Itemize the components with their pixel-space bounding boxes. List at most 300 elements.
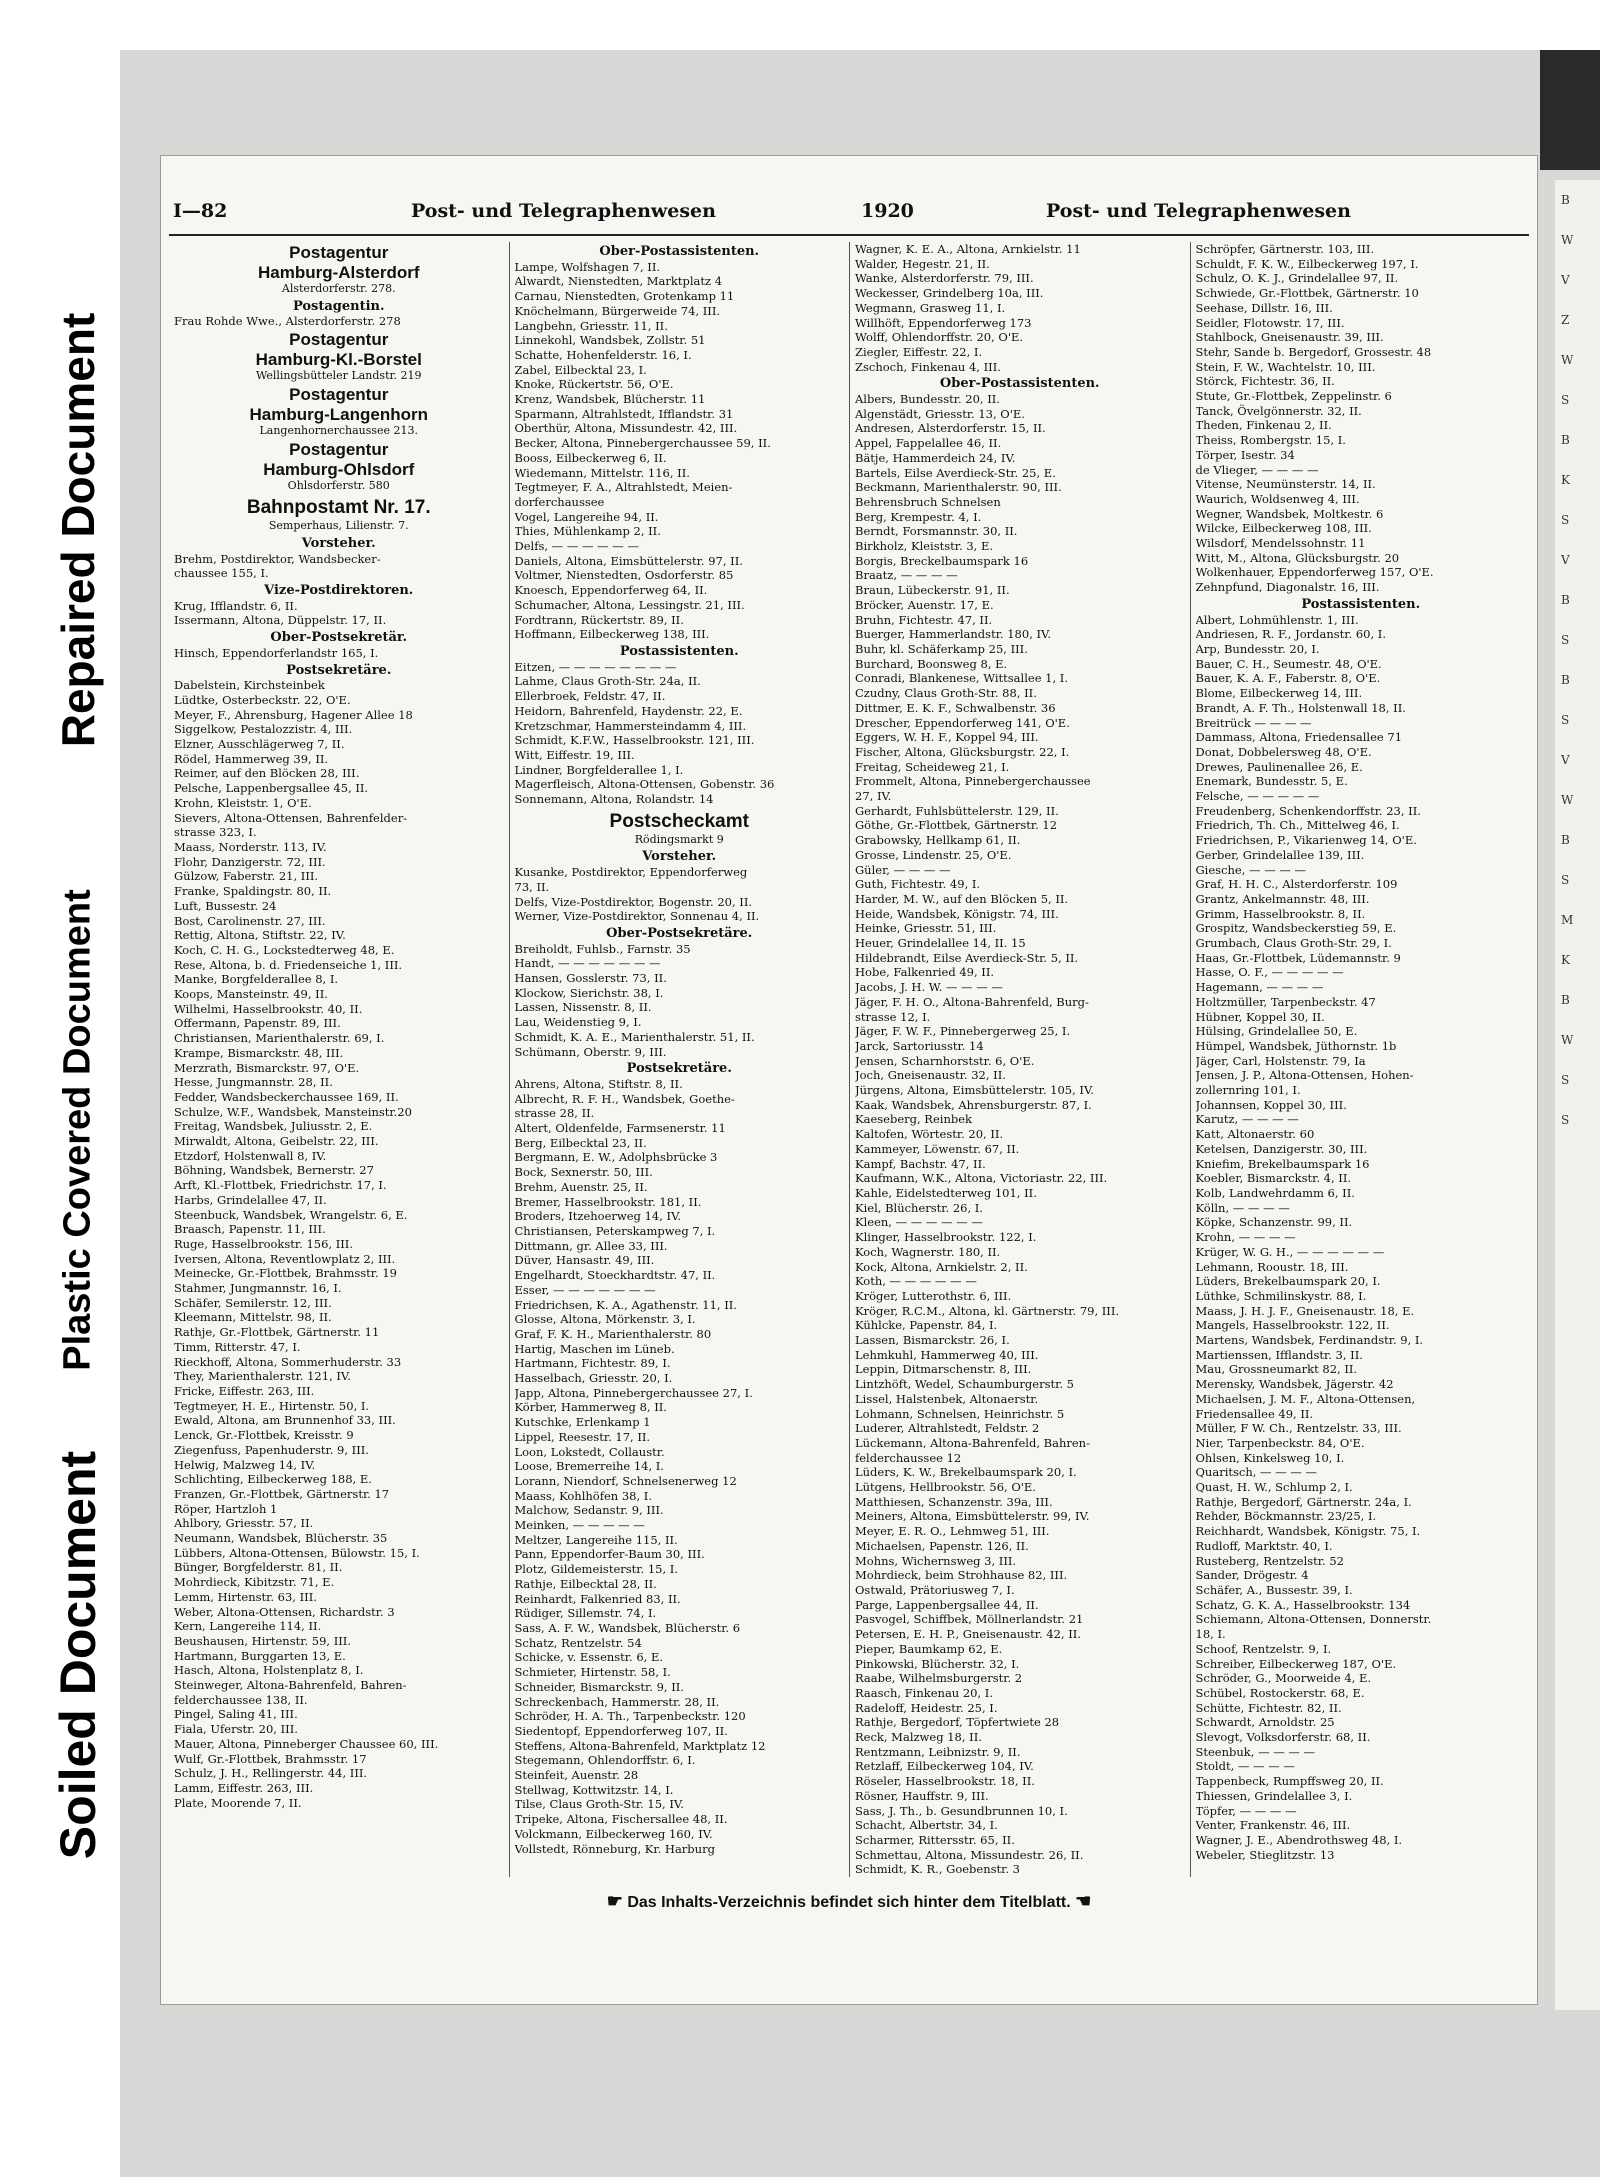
directory-entry: Jäger, F. H. O., Altona-Bahrenfeld, Burg- <box>855 994 1089 1009</box>
directory-entry: Braasch, Papenstr. 11, III. <box>174 1222 326 1237</box>
office-heading: Postscheckamt <box>609 810 749 832</box>
directory-entry: Czudny, Claus Groth-Str. 88, II. <box>855 686 1037 701</box>
directory-entry: Kusanke, Postdirektor, Eppendorferweg <box>514 865 748 880</box>
directory-entry: Krenz, Wandsbek, Blücherstr. 11 <box>514 392 706 407</box>
directory-entry: Brehm, Postdirektor, Wandsbecker- <box>174 551 381 566</box>
directory-entry: felderchaussee 12 <box>855 1450 962 1465</box>
office-heading: Bahnpostamt Nr. 17. <box>246 497 431 519</box>
adjacent-page-glyph: W <box>1561 233 1574 247</box>
directory-entry: Issermann, Altona, Düppelstr. 17, II. <box>174 613 387 628</box>
directory-entry: Donat, Dobbelersweg 48, O'E. <box>1195 744 1372 759</box>
directory-entry: Wegner, Wandsbek, Moltkestr. 6 <box>1195 506 1384 521</box>
directory-entry: Jäger, Carl, Holstenstr. 79, Ia <box>1195 1053 1366 1068</box>
directory-entry: Merzrath, Bismarckstr. 97, O'E. <box>174 1060 360 1075</box>
directory-entry: Koch, C. H. G., Lockstedterweg 48, E. <box>174 942 395 957</box>
directory-entry: Kiel, Blücherstr. 26, I. <box>855 1200 983 1215</box>
directory-entry: Karutz, — — — — <box>1195 1112 1299 1127</box>
directory-entry: Schulz, J. H., Rellingerstr. 44, III. <box>174 1766 368 1781</box>
section-heading: Ober-Postassistenten. <box>599 244 760 259</box>
adjacent-page-glyph: B <box>1561 833 1570 847</box>
directory-entry: Neumann, Wandsbek, Blücherstr. 35 <box>174 1531 388 1546</box>
footer-note: Das Inhalts-Verzeichnis befindet sich hinter dem Titelblatt. <box>627 1894 1071 1911</box>
directory-entry: Etzdorf, Holstenwall 8, IV. <box>174 1148 327 1163</box>
adjacent-page-glyph: V <box>1561 753 1570 767</box>
office-address: Langenhornerchaussee 213. <box>259 423 419 437</box>
directory-entry: Venter, Frankenstr. 46, III. <box>1195 1818 1351 1833</box>
directory-entry: strasse 323, I. <box>174 825 257 840</box>
directory-entry: Lüthke, Schmilinskystr. 88, I. <box>1195 1288 1367 1303</box>
directory-entry: Kammeyer, Löwenstr. 67, II. <box>855 1141 1020 1156</box>
directory-entry: Bauer, K. A. F., Faberstr. 8, O'E. <box>1195 671 1381 686</box>
directory-entry: Schneider, Bismarckstr. 9, II. <box>514 1679 684 1694</box>
adjacent-page-glyph: W <box>1561 353 1574 367</box>
directory-entry: Buerger, Hammerlandstr. 180, IV. <box>855 627 1051 642</box>
directory-entry: Ahrens, Altona, Stiftstr. 8, II. <box>514 1076 683 1091</box>
directory-entry: Berg, Eilbecktal 23, II. <box>514 1135 647 1150</box>
directory-entry: Tegtmeyer, H. E., Hirtenstr. 50, I. <box>174 1398 370 1413</box>
office-heading: Hamburg-Alsterdorf <box>257 263 420 282</box>
directory-entry: Hümpel, Wandsbek, Jüthornstr. 1b <box>1195 1038 1397 1053</box>
directory-entry: Appel, Fappelallee 46, II. <box>855 436 1002 451</box>
header-rule <box>169 234 1529 236</box>
adjacent-page-glyph: K <box>1561 953 1570 967</box>
directory-entry: Friedrich, Th. Ch., Mittelweg 46, I. <box>1195 818 1400 833</box>
directory-entry: Matthiesen, Schanzenstr. 39a, III. <box>855 1494 1053 1509</box>
page-footer <box>161 1891 1537 1912</box>
directory-entry: Theden, Finkenau 2, II. <box>1195 418 1332 433</box>
directory-entry: Pelsche, Lappenbergsallee 45, II. <box>174 781 369 796</box>
directory-entry: Schübel, Rostockerstr. 68, E. <box>1195 1685 1365 1700</box>
directory-entry: Felsche, — — — — — <box>1195 789 1320 804</box>
directory-entry: Hasse, O. F., — — — — — <box>1195 965 1344 980</box>
directory-entry: Hartig, Maschen im Lüneb. <box>514 1341 675 1356</box>
directory-entry: Reinhardt, Falkenried 83, II. <box>514 1591 681 1606</box>
directory-entry: Kaeseberg, Reinbek <box>855 1112 972 1127</box>
directory-entry: Freitag, Scheideweg 21, I. <box>855 759 1010 774</box>
pointing-hand-icon: ☛ <box>606 1891 623 1911</box>
directory-entry: Eggers, W. H. F., Koppel 94, III. <box>855 730 1039 745</box>
directory-entry: Broders, Itzehoerweg 14, IV. <box>514 1209 682 1224</box>
directory-entry: Magerfleisch, Altona-Ottensen, Gobenstr. 36 <box>514 777 775 792</box>
directory-entry: Sander, Drögestr. 4 <box>1195 1568 1309 1583</box>
directory-entry: Lamm, Eiffestr. 263, III. <box>174 1780 314 1795</box>
directory-entry: Breiholdt, Fuhlsb., Farnstr. 35 <box>514 941 691 956</box>
directory-entry: Bauer, C. H., Seumestr. 48, O'E. <box>1195 656 1382 671</box>
directory-entry: Klinger, Hasselbrookstr. 122, I. <box>855 1230 1037 1245</box>
directory-entry: Jürgens, Altona, Eimsbüttelerstr. 105, IV. <box>855 1083 1094 1098</box>
directory-entry: Müller, F W. Ch., Rentzelstr. 33, III. <box>1195 1421 1402 1436</box>
directory-entry: Pieper, Baumkamp 62, E. <box>855 1641 1003 1656</box>
directory-entry: Sass, J. Th., b. Gesundbrunnen 10, I. <box>855 1803 1068 1818</box>
directory-entry: Meltzer, Langereihe 115, II. <box>514 1532 678 1547</box>
directory-entry: chaussee 155, I. <box>174 566 269 581</box>
column-4 <box>1191 242 1532 1877</box>
directory-entry: Michaelsen, J. M. F., Altona-Ottensen, <box>1195 1391 1416 1406</box>
section-heading: Vize-Postdirektoren. <box>264 583 414 599</box>
directory-entry: Frau Rohde Wwe., Alsterdorferstr. 278 <box>174 314 401 329</box>
directory-entry: Becker, Altona, Pinnebergerchaussee 59, II. <box>514 436 771 451</box>
directory-entry: Lütgens, Hellbrookstr. 56, O'E. <box>855 1480 1036 1495</box>
scan-dark-corner <box>1540 50 1600 170</box>
adjacent-page-glyph: W <box>1561 1033 1574 1047</box>
directory-entry: Hinsch, Eppendorferlandstr 165, I. <box>174 645 379 660</box>
directory-entry: Andriesen, R. F., Jordanstr. 60, I. <box>1195 627 1386 642</box>
directory-entry: Wegmann, Grasweg 11, I. <box>855 300 1006 315</box>
directory-entry: Lassen, Nissenstr. 8, II. <box>514 1000 652 1015</box>
office-heading: Postagentur <box>289 330 389 350</box>
directory-entry: Drescher, Eppendorferweg 141, O'E. <box>855 715 1070 730</box>
directory-entry: Ruge, Hasselbrookstr. 156, III. <box>174 1236 354 1251</box>
directory-entry: Graf, H. H. C., Alsterdorferstr. 109 <box>1195 877 1398 892</box>
directory-entry: Bergmann, E. W., Adolphsbrücke 3 <box>514 1150 718 1165</box>
directory-entry: Manke, Borgfelderallee 8, I. <box>174 972 339 987</box>
directory-entry: Frommelt, Altona, Pinnebergerchaussee <box>855 774 1091 789</box>
column-2 <box>510 242 851 1877</box>
directory-entry: Hasch, Altona, Holstenplatz 8, I. <box>174 1663 364 1678</box>
directory-entry: Franke, Spaldingstr. 80, II. <box>174 884 332 899</box>
directory-entry: Fiala, Uferstr. 20, III. <box>174 1722 298 1737</box>
directory-entry: Scharmer, Rittersstr. 65, II. <box>855 1832 1015 1847</box>
directory-entry: Kleen, — — — — — — <box>855 1215 983 1230</box>
directory-entry: Hübner, Koppel 30, II. <box>1195 1009 1325 1024</box>
office-heading: Postagentur <box>289 384 389 404</box>
directory-entry: Volckmann, Eilbeckerweg 160, IV. <box>514 1826 713 1841</box>
directory-entry: Schmidt, K.F.W., Hasselbrookstr. 121, III. <box>514 733 755 748</box>
section-heading: Vorsteher. <box>301 535 376 551</box>
directory-entry: Arft, Kl.-Flottbek, Friedrichstr. 17, I. <box>174 1178 387 1193</box>
office-address: Wellingsbütteler Landstr. 219 <box>255 369 422 383</box>
directory-entry: Rösner, Hauffstr. 9, III. <box>855 1788 989 1803</box>
directory-entry: Steinweger, Altona-Bahrenfeld, Bahren- <box>174 1678 407 1693</box>
directory-entry: Lüders, Brekelbaumspark 20, I. <box>1195 1274 1381 1289</box>
directory-entry: Lehmann, Rooustr. 18, III. <box>1195 1259 1349 1274</box>
directory-entry: Stehr, Sande b. Bergedorf, Grossestr. 48 <box>1195 344 1432 359</box>
directory-entry: Sass, A. F. W., Wandsbek, Blücherstr. 6 <box>514 1620 741 1635</box>
directory-entry: strasse 28, II. <box>514 1106 595 1121</box>
directory-entry: Lindner, Borgfelderallee 1, I. <box>514 762 684 777</box>
directory-entry: Rathje, Gr.-Flottbek, Gärtnerstr. 11 <box>174 1325 380 1340</box>
directory-entry: Stahlbock, Gneisenaustr. 39, III. <box>1195 330 1384 345</box>
directory-entry: Rieckhoff, Altona, Sommerhuderstr. 33 <box>174 1354 402 1369</box>
directory-entry: Kaltofen, Wörtestr. 20, II. <box>855 1127 1004 1142</box>
directory-entry: Bröcker, Auenstr. 17, E. <box>855 597 994 612</box>
directory-entry: Rüdiger, Sillemstr. 74, I. <box>514 1606 657 1621</box>
directory-entry: Bruhn, Fichtestr. 47, II. <box>855 612 993 627</box>
directory-entry: Engelhardt, Stoeckhardtstr. 47, II. <box>514 1268 716 1283</box>
directory-entry: Bartels, Eilse Averdieck-Str. 25, E. <box>855 465 1056 480</box>
directory-entry: Oberthür, Altona, Missundestr. 42, III. <box>514 421 738 436</box>
directory-entry: dorferchaussee <box>514 494 605 509</box>
directory-entry: Grabowsky, Hellkamp 61, II. <box>855 833 1021 848</box>
directory-entry: Conradi, Blankenese, Wittsallee 1, I. <box>855 671 1068 686</box>
directory-entry: They, Marienthalerstr. 121, IV. <box>174 1369 351 1384</box>
directory-entry: Algenstädt, Griesstr. 13, O'E. <box>855 406 1025 421</box>
directory-entry: Schröpfer, Gärtnerstr. 103, III. <box>1195 242 1375 256</box>
section-heading: Postassistenten. <box>619 643 739 659</box>
directory-entry: Christiansen, Marienthalerstr. 69, I. <box>174 1031 385 1046</box>
directory-entry: Ohlsen, Kinkelsweg 10, I. <box>1195 1450 1345 1465</box>
adjacent-page-glyph: S <box>1561 1073 1570 1087</box>
directory-entry: Seidler, Flotowstr. 17, III. <box>1195 315 1345 330</box>
directory-entry: Haas, Gr.-Flottbek, Lüdemannstr. 9 <box>1195 950 1401 965</box>
running-title-left: Post- und Telegraphenwesen <box>411 200 716 222</box>
directory-entry: Schmidt, K. A. E., Marienthalerstr. 51, II. <box>514 1029 755 1044</box>
directory-entry: Heidorn, Bahrenfeld, Haydenstr. 22, E. <box>514 703 743 718</box>
directory-entry: Daniels, Altona, Eimsbüttelerstr. 97, II. <box>514 553 743 568</box>
directory-entry: Behrensbruch Schnelsen <box>855 494 1001 509</box>
section-heading: Ober-Postsekretär. <box>270 630 408 646</box>
column-1 <box>169 242 510 1877</box>
directory-entry: Ketelsen, Danzigerstr. 30, III. <box>1195 1141 1368 1156</box>
office-heading: Postagentur <box>289 439 389 459</box>
directory-entry: Parge, Lappenbergsallee 44, II. <box>855 1597 1039 1612</box>
directory-entry: Grospitz, Wandsbeckerstieg 59, E. <box>1195 921 1397 936</box>
directory-entry: Buhr, kl. Schäferkamp 25, III. <box>855 641 1028 656</box>
directory-entry: Borgis, Breckelbaumspark 16 <box>855 553 1029 568</box>
directory-entry: Johannsen, Koppel 30, III. <box>1195 1097 1347 1112</box>
directory-entry: Törper, Isestr. 34 <box>1195 447 1295 462</box>
directory-entry: Brehm, Auenstr. 25, II. <box>514 1179 648 1194</box>
directory-entry: Berg, Krempestr. 4, I. <box>855 509 982 524</box>
directory-entry: Bünger, Borgfelderstr. 81, II. <box>174 1560 343 1575</box>
page-number: I—82 <box>173 200 228 222</box>
directory-entry: Lüders, K. W., Brekelbaumspark 20, I. <box>855 1465 1077 1480</box>
directory-entry: Kern, Langereihe 114, II. <box>174 1619 322 1634</box>
section-heading: Postsekretäre. <box>286 662 392 678</box>
directory-entry: Grantz, Ankelmannstr. 48, III. <box>1195 891 1370 906</box>
directory-entry: Siedentopf, Eppendorferweg 107, II. <box>514 1723 728 1738</box>
directory-entry: Stein, F. W., Wachtelstr. 10, III. <box>1195 359 1376 374</box>
directory-entry: Siggelkow, Pestalozzistr. 4, III. <box>174 722 353 737</box>
directory-entry: Kniefim, Brekelbaumspark 16 <box>1195 1156 1370 1171</box>
office-heading: Postagentur <box>289 243 389 262</box>
directory-entry: Ziegenfuss, Papenhuderstr. 9, III. <box>174 1442 369 1457</box>
directory-entry: Rese, Altona, b. d. Friedenseiche 1, III. <box>174 957 403 972</box>
directory-entry: Wagner, K. E. A., Altona, Arnkielstr. 11 <box>855 242 1081 256</box>
directory-entry: Steffens, Altona-Bahrenfeld, Marktplatz 12 <box>514 1738 766 1753</box>
directory-entry: Kaak, Wandsbek, Ahrensburgerstr. 87, I. <box>855 1097 1092 1112</box>
directory-entry: Hülsing, Grindelallee 50, E. <box>1195 1024 1358 1039</box>
directory-entry: Lückemann, Altona-Bahrenfeld, Bahren- <box>855 1435 1090 1450</box>
directory-entry: Harder, M. W., auf den Blöcken 5, II. <box>855 891 1069 906</box>
directory-entry: Blome, Eilbeckerweg 14, III. <box>1195 686 1363 701</box>
directory-entry: Ostwald, Prätoriusweg 7, I. <box>855 1582 1015 1597</box>
directory-entry: 18, I. <box>1195 1627 1226 1642</box>
directory-entry: Krohn, Kleiststr. 1, O'E. <box>174 795 312 810</box>
label-soiled-document: Soiled Document <box>50 1450 106 1860</box>
adjacent-page-edge <box>1555 180 1600 2010</box>
directory-entry: Lassen, Bismarckstr. 26, I. <box>855 1333 1010 1348</box>
directory-entry: Jensen, Scharnhorststr. 6, O'E. <box>855 1053 1035 1068</box>
directory-entry: Michaelsen, Papenstr. 126, II. <box>855 1538 1029 1553</box>
directory-entry: Waurich, Woldsenweg 4, III. <box>1195 491 1360 506</box>
directory-entry: Glosse, Altona, Mörkenstr. 3, I. <box>514 1312 696 1327</box>
directory-entry: Seehase, Dillstr. 16, III. <box>1195 300 1333 315</box>
directory-entry: Holtzmüller, Tarpenbeckstr. 47 <box>1195 994 1376 1009</box>
directory-entry: Albert, Lohmühlenstr. 1, III. <box>1195 612 1359 627</box>
directory-entry: Schmidt, K. R., Goebenstr. 3 <box>855 1862 1021 1877</box>
directory-entry: Theiss, Rombergstr. 15, I. <box>1195 433 1346 448</box>
directory-entry: Stahmer, Jungmannstr. 16, I. <box>174 1281 342 1296</box>
directory-entry: Knoke, Rückertstr. 56, O'E. <box>514 377 674 392</box>
adjacent-page-glyph: B <box>1561 593 1570 607</box>
directory-entry: Sievers, Altona-Ottensen, Bahrenfelder- <box>174 810 408 825</box>
directory-entry: Stute, Gr.-Flottbek, Zeppelinstr. 6 <box>1195 389 1392 404</box>
directory-entry: Fordtrann, Rückertstr. 89, II. <box>514 612 684 627</box>
directory-entry: Klockow, Sierichstr. 38, I. <box>514 985 664 1000</box>
directory-entry: Weckesser, Grindelberg 10a, III. <box>855 286 1044 301</box>
directory-entry: Drewes, Paulinenallee 26, E. <box>1195 759 1363 774</box>
directory-entry: Wiedemann, Mittelstr. 116, II. <box>514 465 690 480</box>
directory-entry: de Vlieger, — — — — <box>1195 462 1319 477</box>
directory-entry: Krampe, Bismarckstr. 48, III. <box>174 1045 344 1060</box>
directory-entry: Petersen, E. H. P., Gneisenaustr. 42, II. <box>855 1627 1082 1642</box>
directory-entry: Röper, Hartzloh 1 <box>174 1501 278 1516</box>
directory-entry: Webeler, Stieglitzstr. 13 <box>1195 1847 1335 1862</box>
directory-entry: Harbs, Grindelallee 47, II. <box>174 1192 327 1207</box>
directory-entry: Thiessen, Grindelallee 3, I. <box>1195 1788 1353 1803</box>
directory-entry: Schmettau, Altona, Missundestr. 26, II. <box>855 1847 1084 1862</box>
directory-columns <box>169 242 1531 1877</box>
directory-entry: Bost, Carolinenstr. 27, III. <box>174 913 326 928</box>
directory-entry: strasse 12, I. <box>855 1009 931 1024</box>
directory-entry: Albers, Bundesstr. 20, II. <box>855 392 1000 407</box>
directory-entry: Iversen, Altona, Reventlowplatz 2, III. <box>174 1251 396 1266</box>
directory-entry: Kretzschmar, Hammersteindamm 4, III. <box>514 718 747 733</box>
directory-entry: Rehder, Böckmannstr. 23/25, I. <box>1195 1509 1377 1524</box>
directory-entry: Steenbuk, — — — — <box>1195 1744 1316 1759</box>
directory-entry: Lintzhöft, Wedel, Schaumburgerstr. 5 <box>855 1377 1074 1392</box>
directory-entry: Rusteberg, Rentzelstr. 52 <box>1195 1553 1344 1568</box>
directory-entry: Hansen, Gosslerstr. 73, II. <box>514 971 667 986</box>
directory-entry: Grosse, Lindenstr. 25, O'E. <box>855 847 1012 862</box>
section-heading: Postagentin. <box>292 298 385 314</box>
directory-entry: Schuldt, F. K. W., Eilbeckerweg 197, I. <box>1195 256 1419 271</box>
directory-entry: Zschoch, Finkenau 4, III. <box>855 359 1001 374</box>
directory-entry: Reimer, auf den Blöcken 28, III. <box>174 766 360 781</box>
directory-entry: Altert, Oldenfelde, Farmsenerstr. 11 <box>514 1121 726 1136</box>
office-address: Alsterdorferstr. 278. <box>281 282 396 295</box>
directory-entry: Tegtmeyer, F. A., Altrahlstedt, Meien- <box>514 480 733 495</box>
directory-entry: Hobe, Falkenried 49, II. <box>855 965 995 980</box>
adjacent-page-glyph: S <box>1561 873 1570 887</box>
directory-entry: Grimm, Hasselbrookstr. 8, II. <box>1195 906 1366 921</box>
directory-entry: Vogel, Langereihe 94, II. <box>514 509 659 524</box>
directory-entry: Krohn, — — — — <box>1195 1230 1296 1245</box>
directory-entry: Wolff, Ohlendorffstr. 20, O'E. <box>855 330 1024 345</box>
directory-entry: Schwardt, Arnoldstr. 25 <box>1195 1715 1335 1730</box>
directory-entry: Schmieter, Hirtenstr. 58, I. <box>514 1665 671 1680</box>
directory-entry: Bremer, Hasselbrookstr. 181, II. <box>514 1194 702 1209</box>
directory-entry: Lissel, Halstenbek, Altonaerstr. <box>855 1391 1039 1406</box>
directory-entry: Hesse, Jungmannstr. 28, II. <box>174 1075 333 1090</box>
directory-entry: Schatz, Rentzelstr. 54 <box>514 1635 642 1650</box>
directory-entry: Mau, Grossneumarkt 82, II. <box>1195 1362 1358 1377</box>
directory-entry: Freitag, Wandsbek, Juliusstr. 2, E. <box>174 1119 373 1134</box>
directory-entry: Schreiber, Eilbeckerweg 187, O'E. <box>1195 1656 1397 1671</box>
directory-entry: Kahle, Eidelstedterweg 101, II. <box>855 1186 1037 1200</box>
directory-entry: Gülzow, Faberstr. 21, III. <box>174 869 319 884</box>
directory-entry: Maass, Kohlhöfen 38, I. <box>514 1488 652 1503</box>
directory-entry: Rettig, Altona, Stiftstr. 22, IV. <box>174 928 346 943</box>
directory-entry: Loon, Lokstedt, Collaustr. <box>514 1444 665 1459</box>
directory-entry: Dittmer, E. K. F., Schwalbenstr. 36 <box>855 700 1056 715</box>
directory-entry: Krug, Ifflandstr. 6, II. <box>174 598 298 613</box>
directory-entry: Carnau, Nienstedten, Grotenkamp 11 <box>514 289 735 304</box>
directory-entry: Langbehn, Griesstr. 11, II. <box>514 318 668 333</box>
directory-entry: Delfs, — — — — — — <box>514 539 639 554</box>
directory-entry: Lippel, Reesestr. 17, II. <box>514 1429 651 1444</box>
directory-entry: Friedrichsen, K. A., Agathenstr. 11, II. <box>514 1297 737 1312</box>
directory-entry: Mauer, Altona, Pinneberger Chaussee 60, III. <box>174 1736 439 1751</box>
directory-entry: Lüdtke, Osterbeckstr. 22, O'E. <box>174 692 351 707</box>
directory-entry: Wagner, J. E., Abendrothsweg 48, I. <box>1195 1832 1403 1847</box>
directory-entry: Ellerbroek, Feldstr. 47, II. <box>514 689 666 704</box>
directory-entry: Schulze, W.F., Wandsbek, Mansteinstr.20 <box>174 1104 412 1119</box>
directory-entry: Güler, — — — — <box>855 862 951 877</box>
section-heading: Ober-Postassistenten. <box>939 376 1100 392</box>
directory-entry: Hildebrandt, Eilse Averdieck-Str. 5, II. <box>855 950 1079 965</box>
directory-entry: Schreckenbach, Hammerstr. 28, II. <box>514 1694 720 1709</box>
page-header <box>161 196 1537 230</box>
directory-entry: Steenbuck, Wandsbek, Wrangelstr. 6, E. <box>174 1207 408 1222</box>
directory-entry: Witt, Eiffestr. 19, III. <box>514 747 635 762</box>
document-page <box>160 155 1538 2005</box>
directory-entry: Heuer, Grindelallee 14, II. 15 <box>855 936 1026 951</box>
directory-entry: Joch, Gneisenaustr. 32, II. <box>855 1068 1006 1083</box>
directory-entry: Ahlbory, Griesstr. 57, II. <box>174 1516 314 1531</box>
directory-entry: Beckmann, Marienthalerstr. 90, III. <box>855 480 1062 495</box>
directory-entry: Rathje, Eilbecktal 28, II. <box>514 1576 657 1591</box>
directory-entry: Albrecht, R. F. H., Wandsbek, Goethe- <box>514 1091 735 1106</box>
directory-entry: Dittmann, gr. Allee 33, III. <box>514 1238 668 1253</box>
directory-entry: Willhöft, Eppendorferweg 173 <box>855 315 1032 330</box>
directory-entry: Luderer, Altrahlstedt, Feldstr. 2 <box>855 1421 1040 1436</box>
directory-entry: Stellwag, Kottwitzstr. 14, I. <box>514 1782 674 1797</box>
office-heading: Hamburg-Langenhorn <box>249 404 428 424</box>
directory-entry: Kolb, Landwehrdamm 6, II. <box>1195 1186 1355 1200</box>
directory-entry: Graf, F. K. H., Marienthalerstr. 80 <box>514 1326 712 1341</box>
directory-entry: Schulz, O. K. J., Grindelallee 97, II. <box>1195 271 1399 286</box>
directory-entry: Schütte, Fichtestr. 82, II. <box>1195 1700 1342 1715</box>
directory-entry: Fricke, Eiffestr. 263, III. <box>174 1384 315 1398</box>
directory-entry: Schlichting, Eilbeckerweg 188, E. <box>174 1472 372 1487</box>
adjacent-page-glyph: S <box>1561 713 1570 727</box>
adjacent-page-glyph: M <box>1561 913 1574 927</box>
office-address: Semperhaus, Lilienstr. 7. <box>268 519 409 533</box>
directory-entry: Schoof, Rentzelstr. 9, I. <box>1195 1641 1332 1656</box>
directory-entry: Walder, Hegestr. 21, II. <box>855 256 990 271</box>
directory-entry: Wilhelmi, Hasselbrookstr. 40, II. <box>174 1001 363 1016</box>
directory-entry: Giesche, — — — — <box>1195 862 1307 877</box>
adjacent-page-glyph: Z <box>1561 313 1570 327</box>
directory-entry: Thies, Mühlenkamp 2, II. <box>514 524 661 539</box>
directory-entry: Rudloff, Marktstr. 40, I. <box>1195 1538 1333 1553</box>
directory-entry: Meinecke, Gr.-Flottbek, Brahmsstr. 19 <box>174 1266 397 1281</box>
adjacent-page-glyph: B <box>1561 433 1570 447</box>
directory-entry: Stegemann, Ohlendorffstr. 6, I. <box>514 1753 696 1768</box>
office-address: Rödingsmarkt 9 <box>634 832 724 846</box>
directory-entry: Düver, Hansastr. 49, III. <box>514 1253 655 1268</box>
directory-entry: Lemm, Hirtenstr. 63, III. <box>174 1589 317 1604</box>
directory-entry: Steinfeit, Auenstr. 28 <box>514 1768 639 1783</box>
directory-entry: Schacht, Albertstr. 34, I. <box>855 1818 998 1833</box>
directory-entry: Offermann, Papenstr. 89, III. <box>174 1016 341 1031</box>
directory-entry: Lau, Weidenstieg 9, I. <box>514 1015 642 1030</box>
directory-entry: Heide, Wandsbek, Königstr. 74, III. <box>855 906 1059 921</box>
directory-entry: Vollstedt, Rönneburg, Kr. Harburg <box>514 1841 715 1856</box>
directory-entry: Flohr, Danzigerstr. 72, III. <box>174 854 326 869</box>
